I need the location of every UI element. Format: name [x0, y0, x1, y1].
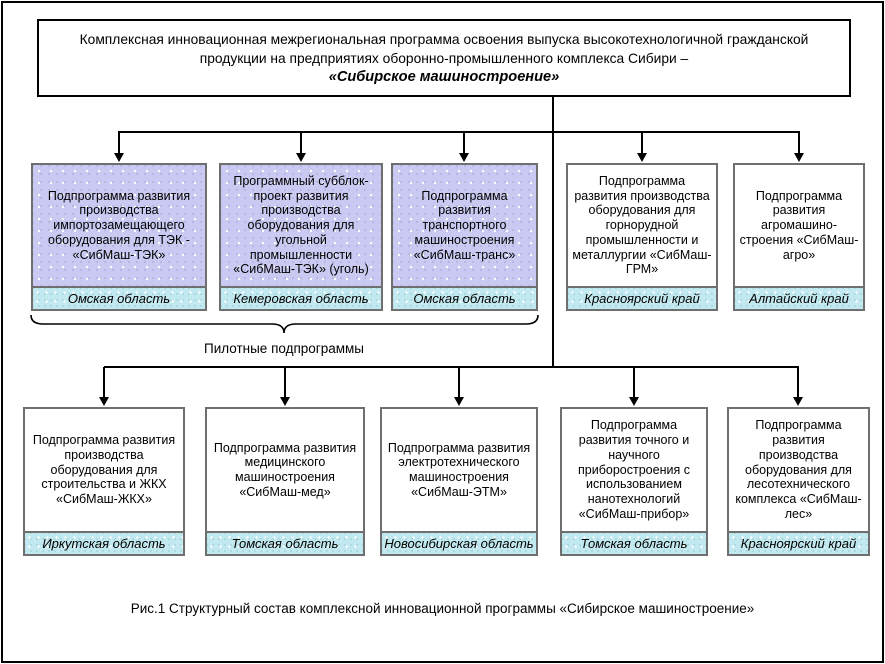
- region-label: Омская область: [413, 291, 516, 306]
- program-box-sibmash-tek-ugol: [219, 163, 383, 311]
- region-strip: [33, 286, 205, 309]
- program-box-sibmash-les: [727, 407, 870, 556]
- region-strip: [735, 286, 863, 309]
- region-strip: [382, 531, 536, 554]
- pilot-subprograms-label: Пилотные подпрограммы: [203, 341, 365, 356]
- region-label: Кемеровская область: [233, 291, 369, 306]
- program-box-title: Программный субблок-проект развития производства оборудования для угольной промышленности «СибМаш-ТЭК» (уголь): [221, 165, 381, 286]
- program-box-sibmash-pribor: [560, 407, 708, 556]
- program-box-title: Подпрограмма развития производства оборудования для лесотехнического комплекса «СибМаш-лес»: [735, 418, 862, 521]
- program-box-title: Подпрограмма развития производства импортозамещающего оборудования для ТЭК - «СибМаш-ТЭК»: [33, 165, 205, 286]
- program-box-title: Подпрограмма развития производства оборудования для строительства и ЖКХ «СибМаш-ЖКХ»: [32, 433, 176, 507]
- program-title-line2: продукции на предприятиях оборонно-промышленного комплекса Сибири –: [199, 50, 689, 66]
- region-strip: [393, 286, 536, 309]
- program-box-title: Подпрограмма развития точного и научного приборостроения с использованием нанотехнологий «СибМаш-прибор»: [578, 418, 690, 521]
- program-box-sibmash-grm: [566, 163, 718, 311]
- program-box-sibmash-agro: [733, 163, 865, 311]
- program-box-sibmash-tek: [31, 163, 207, 311]
- region-label: Новосибирская область: [384, 536, 534, 551]
- program-title-line3: «Сибирское машиностроение»: [328, 68, 560, 85]
- program-box-title: Подпрограмма развития агромашино-строения «СибМаш-агро»: [739, 188, 859, 262]
- program-box-sibmash-med: [205, 407, 365, 556]
- program-box-sibmash-etm: [380, 407, 538, 556]
- region-label: Красноярский край: [740, 536, 857, 551]
- region-label: Омская область: [67, 291, 171, 306]
- region-label: Алтайский край: [749, 291, 849, 306]
- program-box-title: Подпрограмма развития медицинского машиностроения «СибМаш-мед»: [213, 440, 357, 499]
- pilot-brace: [31, 315, 538, 333]
- connector-drops-row2: [104, 367, 798, 398]
- program-box-sibmash-zhkh: [23, 407, 185, 556]
- program-box-title: Подпрограмма развития транспортного машиностроения «СибМаш-транс»: [393, 165, 536, 286]
- region-label: Красноярский край: [584, 291, 700, 306]
- program-box-sibmash-trans: [391, 163, 538, 311]
- region-strip: [568, 286, 716, 309]
- arrow-down-icons-row2: [99, 397, 803, 406]
- region-strip: [729, 531, 868, 554]
- connector-drops-row1: [119, 132, 799, 154]
- region-strip: [25, 531, 183, 554]
- figure-caption: Рис.1 Структурный состав комплексной инновационной программы «Сибирское машиностроение»: [130, 601, 755, 616]
- region-strip: [221, 286, 381, 309]
- region-label: Томская область: [231, 536, 339, 551]
- program-box-title: Подпрограмма развития электротехнического машиностроения «СибМаш-ЭТМ»: [387, 440, 531, 499]
- arrow-down-icons-row1: [114, 153, 804, 162]
- program-box-title: Подпрограмма развития производства оборудования для горнорудной промышленности и металлургии «СибМаш-ГРМ»: [572, 173, 712, 277]
- region-strip: [562, 531, 706, 554]
- program-title-box: [37, 19, 851, 97]
- program-title-line1: Комплексная инновационная межрегиональная программа освоения выпуска высокотехнологичной гражданской: [79, 31, 809, 47]
- region-label: Иркутская область: [42, 536, 166, 551]
- region-label: Томская область: [580, 536, 688, 551]
- region-strip: [207, 531, 363, 554]
